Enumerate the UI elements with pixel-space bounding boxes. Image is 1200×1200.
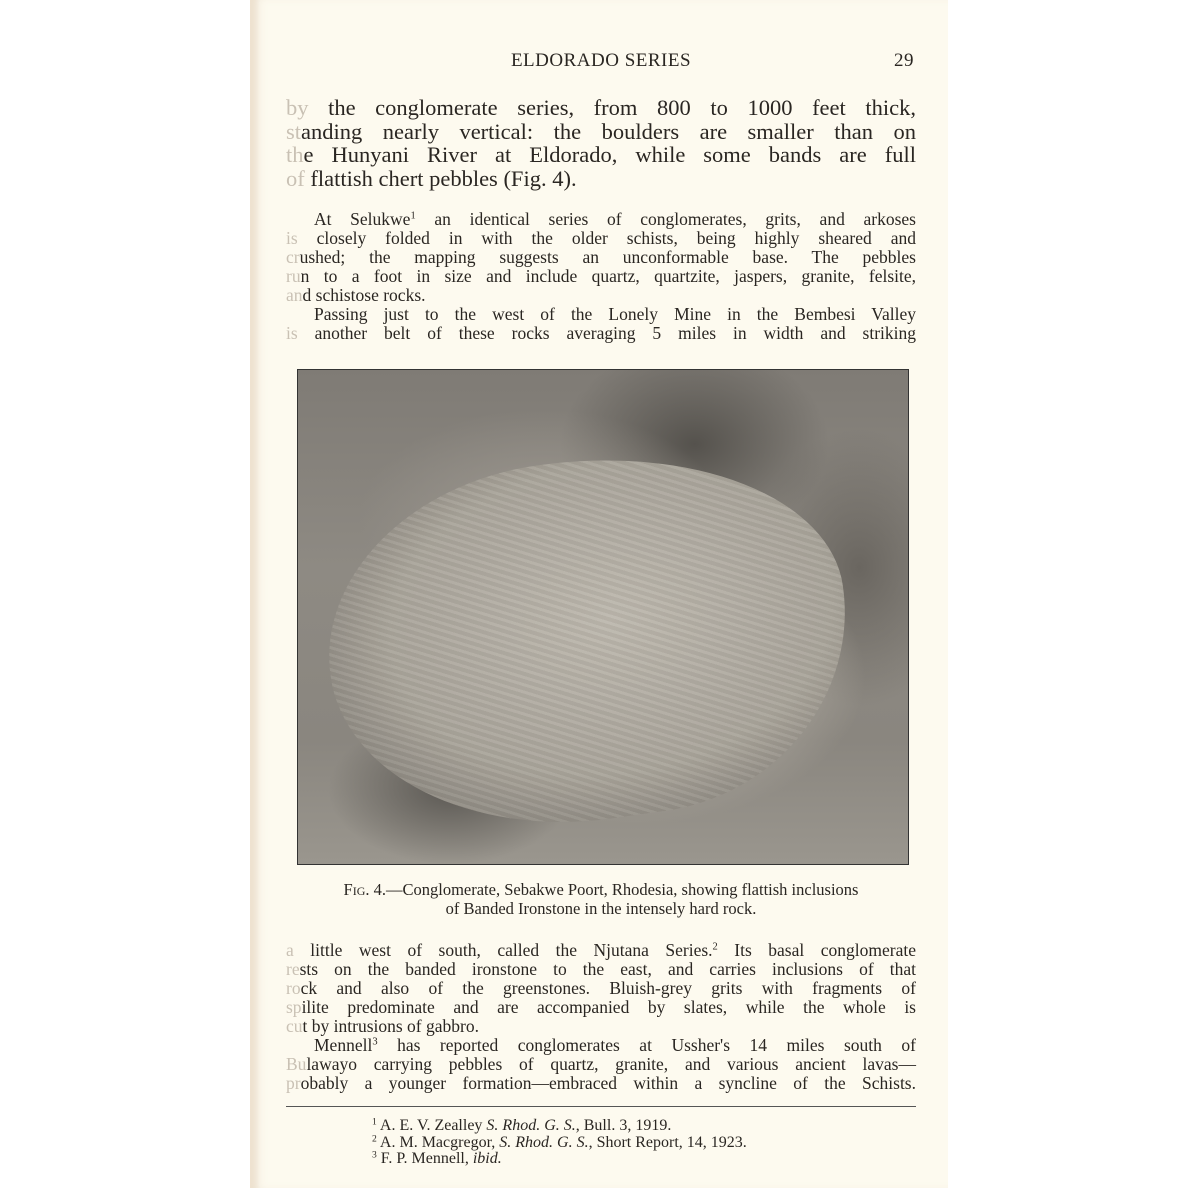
- text-line: rock and also of the greenstones. Bluish-grey grits with fragments of: [286, 978, 916, 998]
- paragraph-3: [286, 305, 916, 343]
- page-gutter-shadow: [250, 0, 260, 1188]
- footnote-2: $^2$ A. M. Macgregor, S. Rhod. G. S., Short Report, 14, 1923.: [372, 1132, 747, 1151]
- text-line: is another belt of these rocks averaging 5 miles in width and striking: [286, 323, 916, 343]
- text-line: and schistose rocks.: [286, 285, 426, 305]
- footnote-1: $^1$ A. E. V. Zealley S. Rhod. G. S., Bull. 3, 1919.: [372, 1116, 672, 1134]
- footnote-3: $^3$ F. P. Mennell, ibid.: [372, 1149, 502, 1167]
- figure-photograph: [297, 369, 909, 865]
- figure-caption: [286, 880, 916, 918]
- text-line: run to a foot in size and include quartz, quartzite, jaspers, granite, felsite,: [286, 266, 916, 286]
- text-line: of flattish chert pebbles (Fig. 4).: [286, 165, 577, 191]
- paragraph-1: [286, 96, 916, 190]
- footnote-ref: 2: [712, 941, 718, 953]
- text-line: by the conglomerate series, from 800 to 1000 feet thick,: [286, 95, 916, 120]
- paragraph-2: [286, 210, 916, 305]
- conglomerate-boulder-image: [305, 426, 870, 855]
- running-head: [286, 50, 916, 74]
- paragraph-4: [286, 941, 916, 1036]
- text-line: standing nearly vertical: the boulders are smaller than on: [286, 118, 916, 144]
- text-line: Bulawayo carrying pebbles of quartz, granite, and various ancient lavas—: [286, 1054, 916, 1074]
- figure-label: Fig. 4.: [343, 880, 386, 899]
- footnotes: [372, 1118, 892, 1168]
- footnote-divider: [286, 1106, 916, 1107]
- text-line: the Hunyani River at Eldorado, while some bands are full: [286, 142, 916, 167]
- footnote-ref: 1: [410, 210, 416, 222]
- text-line: a little west of south, called the Njutana Series.$^2$ Its basal conglomerate: [286, 940, 916, 960]
- text-line: At Selukwe$^1$ an identical series of conglomerates, grits, and arkoses: [314, 209, 916, 229]
- page-number: 29: [894, 50, 914, 71]
- text-line: rests on the banded ironstone to the east, and carries inclusions of that: [286, 959, 916, 979]
- text-line: cut by intrusions of gabbro.: [286, 1016, 479, 1036]
- running-title: ELDORADO SERIES: [510, 50, 692, 71]
- footnote-ref: 3: [372, 1036, 378, 1048]
- text-line: is closely folded in with the older schists, being highly sheared and: [286, 228, 916, 248]
- caption-line-2: of Banded Ironstone in the intensely hard rock.: [445, 899, 757, 918]
- text-line: Passing just to the west of the Lonely Mine in the Bembesi Valley: [314, 304, 916, 324]
- paragraph-5: [286, 1036, 916, 1093]
- text-line: probably a younger formation—embraced within a syncline of the Schists.: [286, 1073, 916, 1093]
- caption-line-1: Fig. 4.—Conglomerate, Sebakwe Poort, Rhodesia, showing flattish inclusions: [343, 880, 859, 899]
- text-line: crushed; the mapping suggests an unconformable base. The pebbles: [286, 247, 916, 267]
- text-line: Mennell$^3$ has reported conglomerates at Ussher's 14 miles south of: [314, 1035, 916, 1055]
- text-line: spilite predominate and are accompanied by slates, while the whole is: [286, 997, 916, 1017]
